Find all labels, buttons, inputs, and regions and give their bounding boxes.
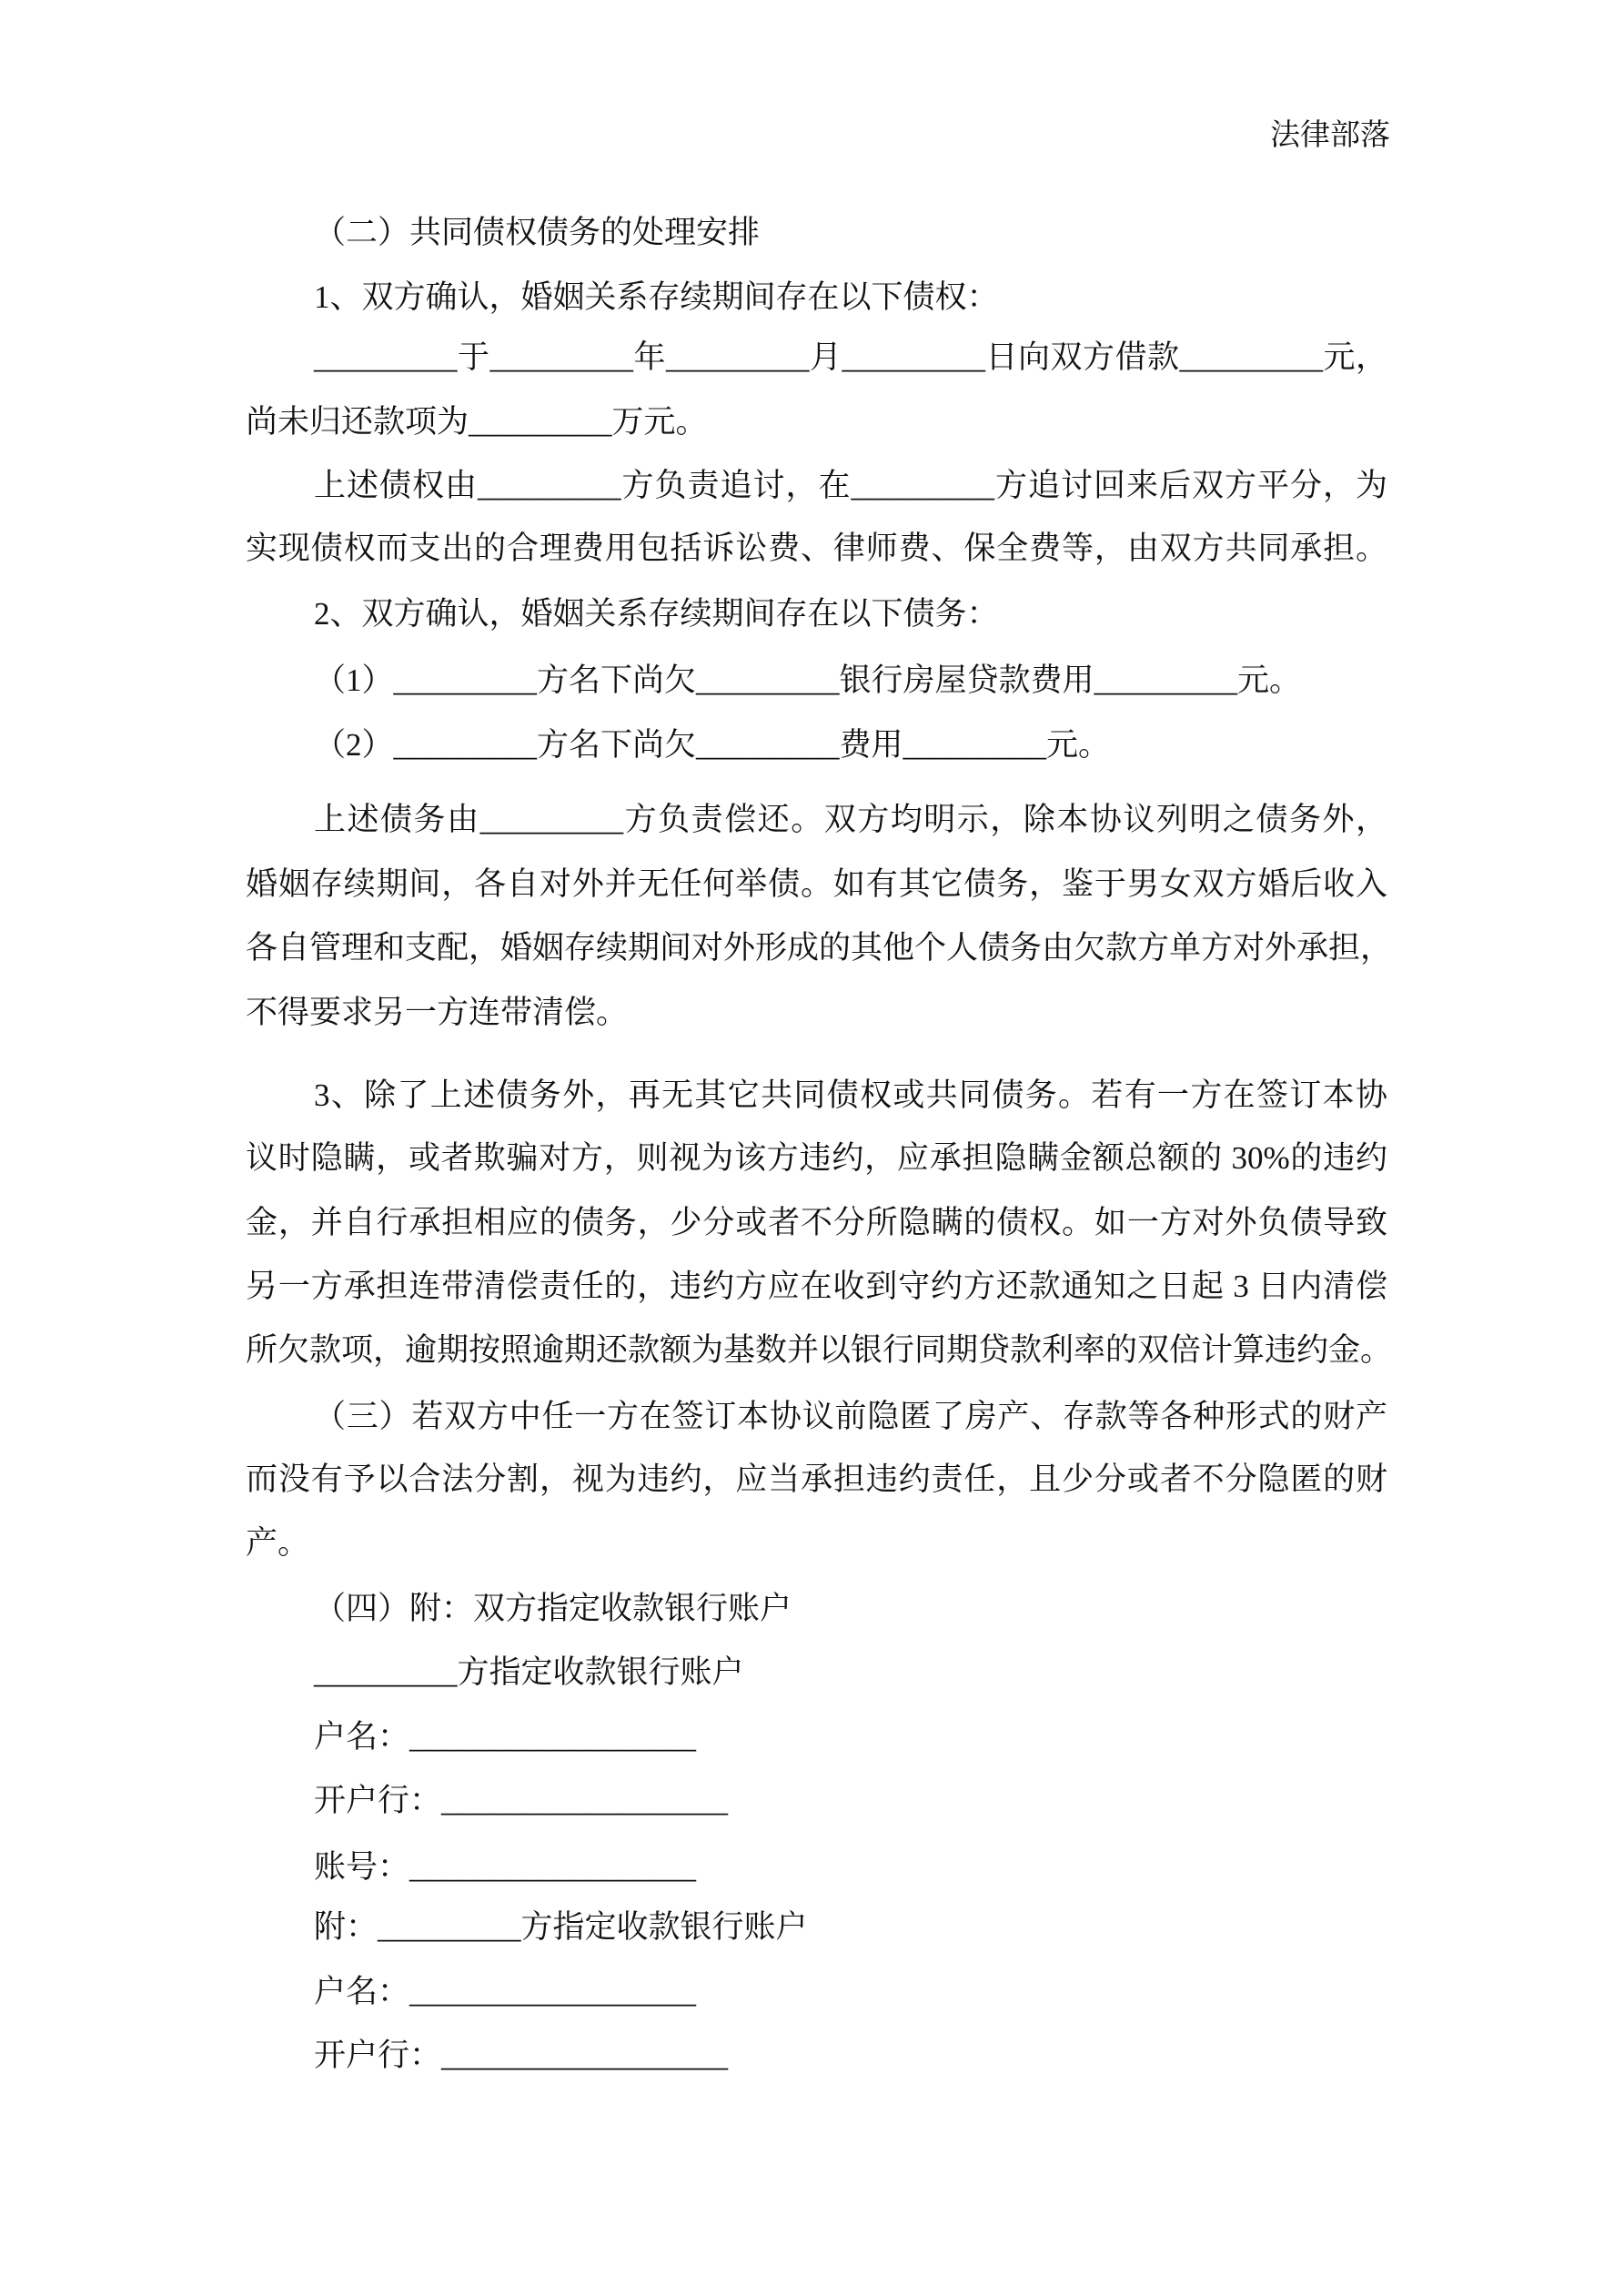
paragraph-line: 不得要求另一方连带清偿。 bbox=[246, 995, 629, 1030]
paragraph-line: 婚姻存续期间，各自对外并无任何举债。如有其它债务，鉴于男女双方婚后收入 bbox=[246, 866, 1387, 902]
account-name-field: 户名：__________________ bbox=[314, 1719, 697, 1755]
bank-branch-field: 开户行：__________________ bbox=[314, 1783, 729, 1818]
fill-in-line: _________方指定收款银行账户 bbox=[314, 1654, 744, 1690]
fill-in-line: 附：_________方指定收款银行账户 bbox=[314, 1909, 808, 1945]
section-heading: （四）附：双方指定收款银行账户 bbox=[314, 1591, 792, 1626]
paragraph-line: （三）若双方中任一方在签订本协议前隐匿了房产、存款等各种形式的财产 bbox=[314, 1399, 1387, 1434]
fill-in-line: _________于_________年_________月_________日向双方借款_________元， bbox=[314, 339, 1387, 375]
paragraph-line: 议时隐瞒，或者欺骗对方，则视为该方违约，应承担隐瞒金额总额的 30%的违约 bbox=[246, 1140, 1387, 1176]
paragraph-line: 另一方承担连带清偿责任的，违约方应在收到守约方还款通知之日起 3 日内清偿 bbox=[246, 1269, 1387, 1304]
fill-in-line: （2）_________方名下尚欠_________费用_________元。 bbox=[314, 727, 1111, 763]
paragraph-line: 产。 bbox=[246, 1525, 310, 1561]
fill-in-line: 尚未归还款项为_________万元。 bbox=[246, 404, 708, 440]
paragraph-line: 各自管理和支配，婚姻存续期间对外形成的其他个人债务由欠款方单方对外承担， bbox=[246, 930, 1393, 966]
fill-in-line: 上述债务由_________方负责偿还。双方均明示，除本协议列明之债务外， bbox=[314, 802, 1387, 837]
paragraph-line: 3、除了上述债务外，再无其它共同债权或共同债务。若有一方在签订本协 bbox=[314, 1077, 1387, 1113]
header-label: 法律部落 bbox=[1270, 119, 1390, 152]
paragraph-line: 所欠款项，逾期按照逾期还款额为基数并以银行同期贷款利率的双倍计算违约金。 bbox=[246, 1332, 1393, 1368]
paragraph-line: 而没有予以合法分割，视为违约，应当承担违约责任，且少分或者不分隐匿的财 bbox=[246, 1462, 1387, 1497]
fill-in-line: （1）_________方名下尚欠_________银行房屋贷款费用_________元。 bbox=[314, 663, 1302, 698]
account-name-field: 户名：__________________ bbox=[314, 1974, 697, 2009]
section-heading: （二）共同债权债务的处理安排 bbox=[314, 215, 761, 250]
paragraph-line: 1、双方确认，婚姻关系存续期间存在以下债权： bbox=[314, 279, 999, 315]
fill-in-line: 上述债权由_________方负责追讨，在_________方追讨回来后双方平分，为 bbox=[314, 468, 1387, 503]
account-number-field: 账号：__________________ bbox=[314, 1849, 697, 1885]
bank-branch-field: 开户行：__________________ bbox=[314, 2038, 729, 2073]
paragraph-line: 2、双方确认，婚姻关系存续期间存在以下债务： bbox=[314, 596, 999, 632]
paragraph-line: 实现债权而支出的合理费用包括诉讼费、律师费、保全费等，由双方共同承担。 bbox=[246, 531, 1387, 566]
paragraph-line: 金，并自行承担相应的债务，少分或者不分所隐瞒的债权。如一方对外负债导致 bbox=[246, 1205, 1387, 1240]
